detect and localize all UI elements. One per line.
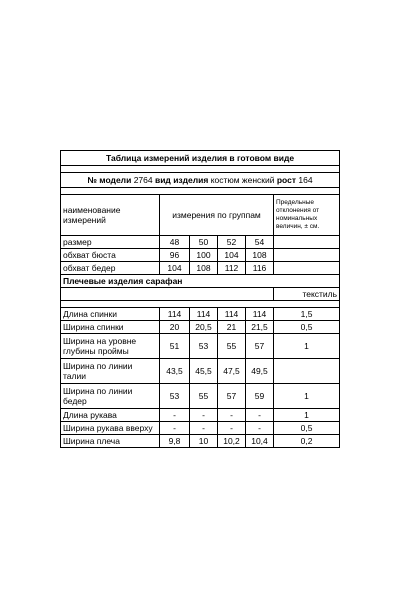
type-label: вид изделия [154, 175, 209, 185]
table-title: Таблица измерений изделия в готовом виде [61, 151, 340, 166]
model-line [61, 173, 340, 188]
header-groups: измерения по группам [160, 195, 274, 236]
section-row [61, 275, 340, 288]
header-name: наименование измерений [61, 195, 160, 236]
model-label: № модели [87, 175, 132, 185]
table-row: Ширина плеча 9,8 10 10,2 10,4 0,2 [61, 435, 340, 448]
table-row: Ширина по линии талии 43,5 45,5 47,5 49,5 [61, 359, 340, 384]
table-row: обхват бюста 96 100 104 108 [61, 249, 340, 262]
height-label: рост [276, 175, 297, 185]
table-row: Ширина рукава вверху - - - - 0,5 [61, 422, 340, 435]
measurement-table [60, 150, 340, 448]
type-value: костюм женский [210, 175, 275, 185]
table-row: Ширина спинки 20 20,5 21 21,5 0,5 [61, 321, 340, 334]
model-value: 2764 [133, 175, 153, 185]
fabric-note: текстиль [274, 288, 340, 301]
table-row: Длина спинки 114 114 114 114 1,5 [61, 308, 340, 321]
title-row [61, 151, 340, 166]
table-row: Ширина по линии бедер 53 55 57 59 1 [61, 384, 340, 409]
header-tolerance: Предельные отклонения от номинальных величин, ± см. [274, 195, 340, 236]
header-row [61, 195, 340, 236]
section-title: Плечевые изделия сарафан [61, 275, 340, 288]
table-row: Длина рукава - - - - 1 [61, 409, 340, 422]
fabric-row [61, 288, 340, 301]
table-row: обхват бедер 104 108 112 116 [61, 262, 340, 275]
table-row: Ширина на уровне глубины проймы 51 53 55 57 1 [61, 334, 340, 359]
table-row: размер 48 50 52 54 [61, 236, 340, 249]
height-value: 164 [298, 175, 313, 185]
model-row [61, 173, 340, 188]
